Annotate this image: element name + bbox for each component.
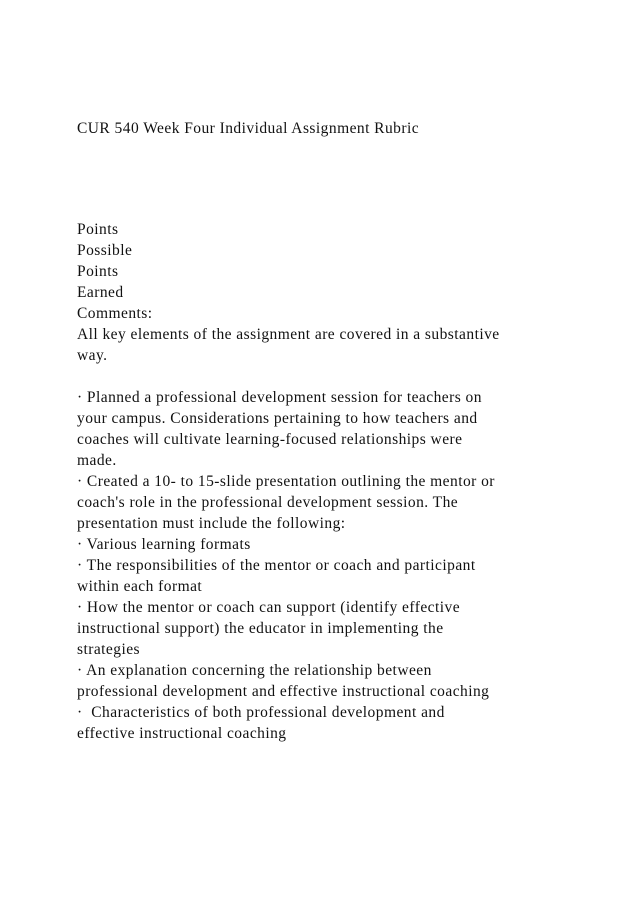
text-line: way. (77, 347, 108, 364)
document-title: CUR 540 Week Four Individual Assignment Rubric (77, 120, 420, 137)
text-line: All key elements of the assignment are covered in a substantive (77, 326, 500, 343)
bullet-line: · Planned a professional development session for teachers on (77, 389, 482, 406)
text-line: coaches will cultivate learning-focused relationships were (77, 431, 463, 448)
text-line: professional development and effective instructional coaching (77, 683, 490, 700)
bullet-line: · The responsibilities of the mentor or coach and participant (77, 557, 476, 574)
text-line: Points (77, 263, 119, 280)
text-line: your campus. Considerations pertaining to how teachers and (77, 410, 478, 427)
blank-line (77, 366, 597, 387)
bullet-line: · Created a 10- to 15-slide presentation outlining the mentor or (77, 473, 495, 490)
text-line: instructional support) the educator in implementing the (77, 620, 444, 637)
text-line: Comments: (77, 305, 153, 322)
text-line: presentation must include the following: (77, 515, 346, 532)
text-line: within each format (77, 578, 203, 595)
bullet-line: · Characteristics of both professional development and (77, 704, 445, 721)
text-line: Earned (77, 284, 124, 301)
text-line: effective instructional coaching (77, 725, 287, 742)
text-line: coach's role in the professional development session. The (77, 494, 459, 511)
bullet-line: · An explanation concerning the relationship between (77, 662, 432, 679)
text-line: strategies (77, 641, 141, 658)
text-line: made. (77, 452, 117, 469)
text-line: Possible (77, 242, 133, 259)
text-line: Points (77, 221, 119, 238)
rubric-body (77, 219, 597, 744)
bullet-line: · How the mentor or coach can support (identify effective (77, 599, 461, 616)
bullet-line: · Various learning formats (77, 536, 251, 553)
